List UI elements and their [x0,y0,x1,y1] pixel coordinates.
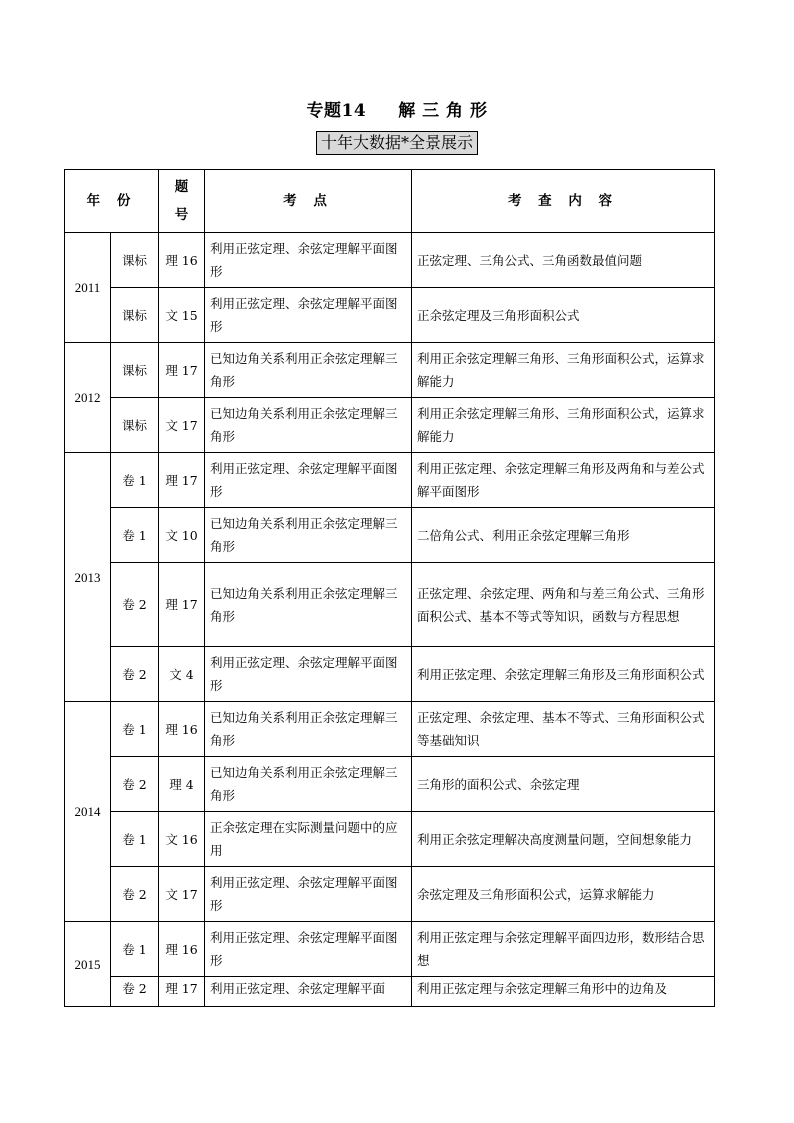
page-title [0,96,794,121]
table-row [65,233,715,288]
header-point: 考 点 [205,170,412,233]
year-cell: 2014 [65,702,111,922]
point-cell: 利用正弦定理、余弦定理解平面图形 [205,647,412,702]
content-cell: 利用正余弦定理解决高度测量问题，空间想象能力 [412,812,715,867]
exam-statistics-table [64,169,715,1007]
table-row [65,977,715,1007]
paper-cell: 卷 1 [111,508,159,563]
year-cell: 2012 [65,343,111,453]
content-cell: 正弦定理、余弦定理、基本不等式、三角形面积公式等基础知识 [412,702,715,757]
point-cell: 已知边角关系利用正余弦定理解三角形 [205,757,412,812]
point-cell: 正余弦定理在实际测量问题中的应用 [205,812,412,867]
content-cell: 利用正弦定理、余弦定理解三角形及三角形面积公式 [412,647,715,702]
point-cell: 利用正弦定理、余弦定理解平面图形 [205,288,412,343]
table-row [65,702,715,757]
table-row [65,563,715,647]
header-year: 年 份 [65,170,159,233]
point-cell: 利用正弦定理、余弦定理解平面图形 [205,922,412,977]
section-banner: 十年大数据*全景展示 [316,131,478,155]
header-number: 题号 [159,170,205,233]
table-row [65,757,715,812]
content-cell: 利用正余弦定理解三角形、三角形面积公式，运算求解能力 [412,398,715,453]
number-cell: 文 17 [159,867,205,922]
number-cell: 文 4 [159,647,205,702]
point-cell: 已知边角关系利用正余弦定理解三角形 [205,508,412,563]
paper-cell: 卷 2 [111,647,159,702]
table-row [65,453,715,508]
point-cell: 已知边角关系利用正余弦定理解三角形 [205,343,412,398]
paper-cell: 课标 [111,233,159,288]
point-cell: 已知边角关系利用正余弦定理解三角形 [205,702,412,757]
number-cell: 理 16 [159,233,205,288]
point-cell: 利用正弦定理、余弦定理解平面 [205,977,412,1007]
year-cell: 2011 [65,233,111,343]
number-cell: 文 15 [159,288,205,343]
paper-cell: 卷 1 [111,812,159,867]
paper-cell: 卷 1 [111,702,159,757]
paper-cell: 卷 1 [111,453,159,508]
number-cell: 理 17 [159,977,205,1007]
content-cell: 正弦定理、余弦定理、两角和与差三角公式、三角形面积公式、基本不等式等知识，函数与方程思想 [412,563,715,647]
content-cell: 三角形的面积公式、余弦定理 [412,757,715,812]
point-cell: 利用正弦定理、余弦定理解平面图形 [205,233,412,288]
content-cell: 利用正余弦定理解三角形、三角形面积公式，运算求解能力 [412,343,715,398]
paper-cell: 卷 2 [111,563,159,647]
content-cell: 利用正弦定理与余弦定理解平面四边形，数形结合思想 [412,922,715,977]
point-cell: 已知边角关系利用正余弦定理解三角形 [205,563,412,647]
number-cell: 理 17 [159,453,205,508]
table-row [65,922,715,977]
number-cell: 理 17 [159,343,205,398]
content-cell: 二倍角公式、利用正余弦定理解三角形 [412,508,715,563]
point-cell: 已知边角关系利用正余弦定理解三角形 [205,398,412,453]
paper-cell: 卷 2 [111,757,159,812]
number-cell: 理 16 [159,922,205,977]
table-row [65,647,715,702]
point-cell: 利用正弦定理、余弦定理解平面图形 [205,453,412,508]
number-cell: 文 17 [159,398,205,453]
banner-row [0,131,794,155]
table-row [65,398,715,453]
table-row [65,812,715,867]
content-cell: 正余弦定理及三角形面积公式 [412,288,715,343]
paper-cell: 课标 [111,288,159,343]
header-row [65,170,715,233]
content-cell: 正弦定理、三角公式、三角函数最值问题 [412,233,715,288]
paper-cell: 卷 2 [111,867,159,922]
year-cell: 2015 [65,922,111,1007]
content-cell: 利用正弦定理与余弦定理解三角形中的边角及 [412,977,715,1007]
table-row [65,288,715,343]
number-cell: 理 17 [159,563,205,647]
content-cell: 余弦定理及三角形面积公式，运算求解能力 [412,867,715,922]
content-cell: 利用正弦定理、余弦定理解三角形及两角和与差公式解平面图形 [412,453,715,508]
year-cell: 2013 [65,453,111,702]
number-cell: 文 16 [159,812,205,867]
paper-cell: 课标 [111,398,159,453]
point-cell: 利用正弦定理、余弦定理解平面图形 [205,867,412,922]
number-cell: 文 10 [159,508,205,563]
title-topic-name: 解 三 角 形 [398,101,488,121]
table-row [65,343,715,398]
title-topic-number: 专题14 [306,101,367,121]
table-row [65,867,715,922]
paper-cell: 卷 1 [111,922,159,977]
number-cell: 理 16 [159,702,205,757]
number-cell: 理 4 [159,757,205,812]
paper-cell: 课标 [111,343,159,398]
paper-cell: 卷 2 [111,977,159,1007]
header-content: 考 查 内 容 [412,170,715,233]
table-row [65,508,715,563]
